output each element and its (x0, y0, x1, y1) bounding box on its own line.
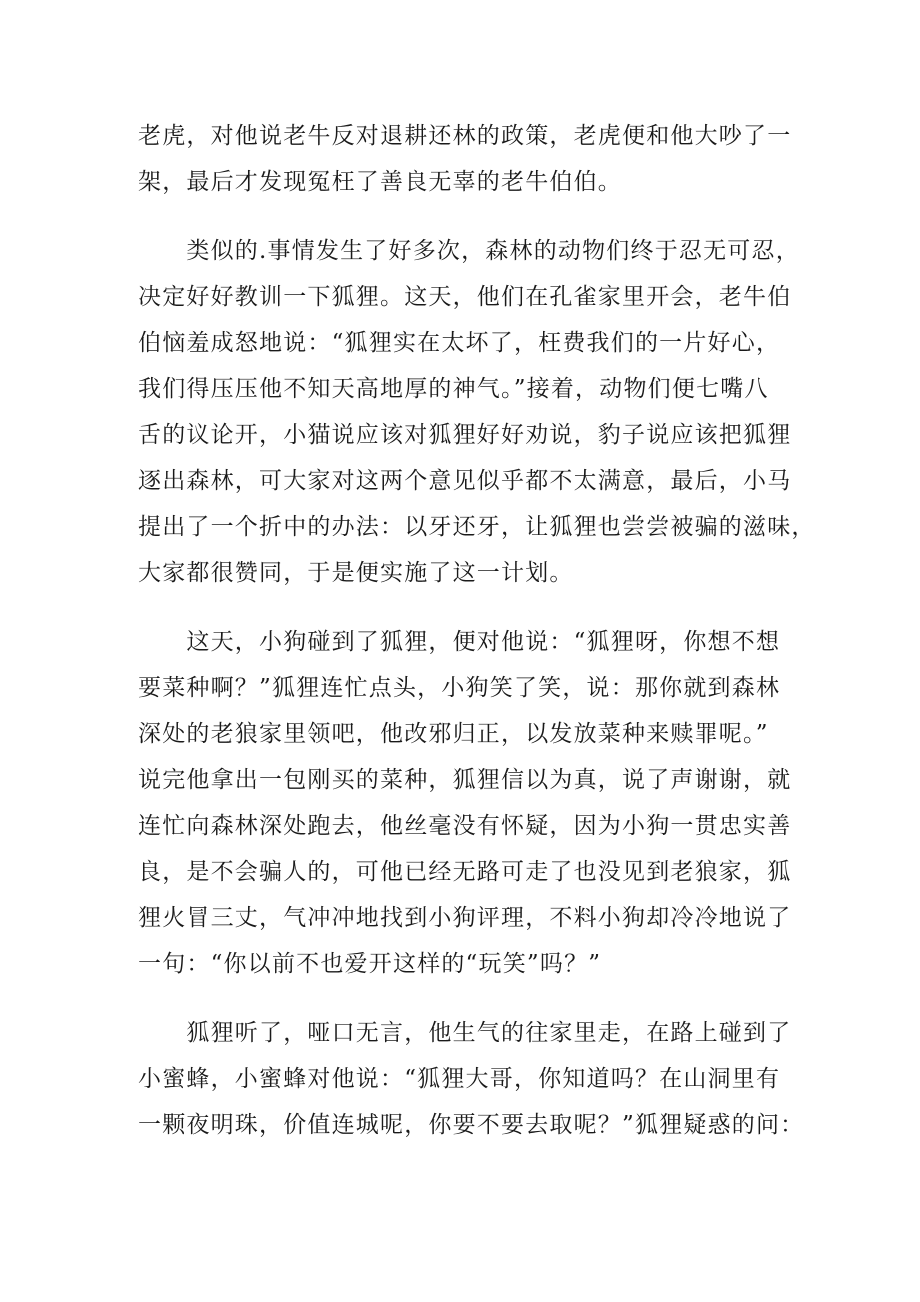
text-line: 良，是不会骗人的，可他已经无路可走了也没见到老狼家，狐 (138, 859, 792, 885)
paragraph-3 (138, 619, 792, 987)
text-line: 逐出森林，可大家对这两个意见似乎都不太满意，最后，小马 (138, 468, 792, 494)
text-line: 说完他拿出一包刚买的菜种，狐狸信以为真，说了声谢谢，就 (138, 767, 792, 793)
text-line: 提出了一个折中的办法：以牙还牙，让狐狸也尝尝被骗的滋味， (138, 514, 816, 540)
paragraph-2 (138, 228, 816, 596)
text-line: 老虎，对他说老牛反对退耕还林的政策，老虎便和他大吵了一 (138, 123, 792, 149)
text-line: 狸火冒三丈，气冲冲地找到小狗评理，不料小狗却冷冷地说了 (138, 905, 792, 931)
text-line: 狐狸听了，哑口无言，他生气的往家里走，在路上碰到了 (138, 1020, 792, 1046)
paragraph-1 (138, 113, 792, 205)
text-line: 小蜜蜂，小蜜蜂对他说：“狐狸大哥，你知道吗？在山洞里有 (138, 1066, 781, 1092)
text-line: 类似的.事情发生了好多次，森林的动物们终于忍无可忍， (138, 238, 800, 264)
paragraph-4 (138, 1010, 805, 1148)
text-line: 深处的老狼家里领吧，他改邪归正，以发放菜种来赎罪呢。” (138, 721, 769, 747)
text-line: 一句：“你以前不也爱开这样的“玩笑”吗？” (138, 951, 602, 977)
text-line: 大家都很赞同，于是便实施了这一计划。 (138, 560, 574, 586)
text-line: 伯恼羞成怒地说：“狐狸实在太坏了，枉费我们的一片好心， (138, 330, 781, 356)
text-line: 舌的议论开，小猫说应该对狐狸好好劝说，豹子说应该把狐狸 (138, 422, 792, 448)
text-line: 我们得压压他不知天高地厚的神气。”接着，动物们便七嘴八 (138, 376, 769, 402)
text-line: 决定好好教训一下狐狸。这天，他们在孔雀家里开会，老牛伯 (138, 284, 792, 310)
text-line: 这天，小狗碰到了狐狸，便对他说：“狐狸呀，你想不想 (138, 629, 781, 655)
text-line: 要菜种啊？”狐狸连忙点头，小狗笑了笑，说：那你就到森林 (138, 675, 781, 701)
document-body (138, 113, 816, 1148)
text-line: 架，最后才发现冤枉了善良无辜的老牛伯伯。 (138, 169, 622, 195)
text-line: 一颗夜明珠，价值连城呢，你要不要去取呢？”狐狸疑惑的问： (138, 1112, 805, 1138)
text-line: 连忙向森林深处跑去，他丝毫没有怀疑，因为小狗一贯忠实善 (138, 813, 792, 839)
